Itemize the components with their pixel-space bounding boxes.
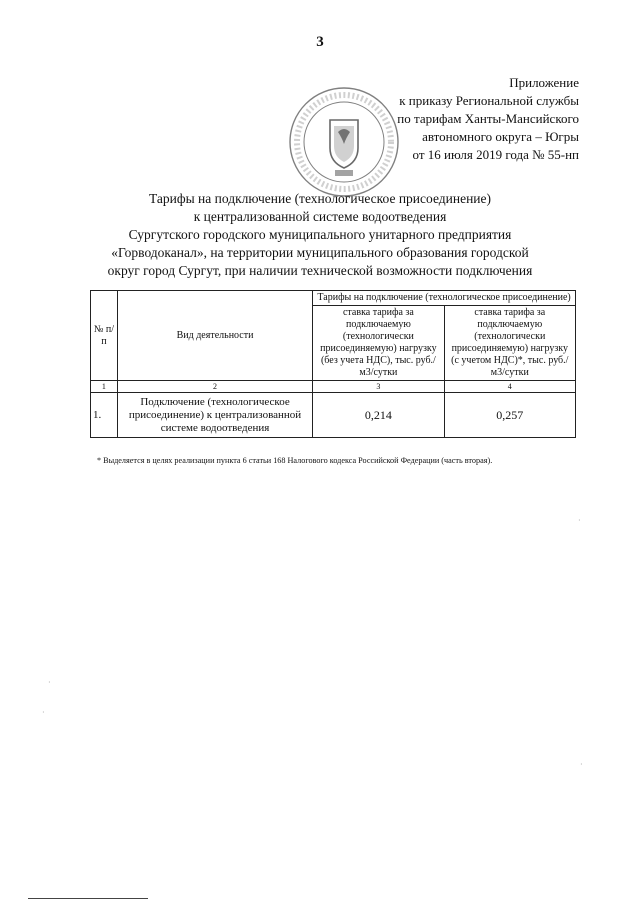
document-title	[60, 190, 580, 280]
scan-speck: ·	[48, 678, 51, 687]
title-line: к централизованной системе водоотведения	[193, 209, 447, 224]
row-rate-with-vat: 0,257	[444, 393, 575, 438]
header-rate-with-vat: ставка тарифа за подключаемую (технологически присоединяемую) нагрузку (с учетом НДС)*, тыс. руб./м3/сутки	[444, 306, 575, 381]
column-number: 2	[117, 381, 312, 393]
scan-artifact-line	[28, 898, 148, 899]
appendix-line: от 16 июля 2019 года № 55-нп	[412, 147, 579, 162]
column-number: 3	[313, 381, 444, 393]
header-activity: Вид деятельности	[117, 291, 312, 381]
title-line: округ город Сургут, при наличии технической возможности подключения	[107, 263, 533, 278]
table-row	[91, 393, 576, 438]
header-tariff-group: Тарифы на подключение (технологическое присоединение)	[313, 291, 576, 306]
row-number: 1.	[91, 393, 118, 438]
official-seal-stamp	[288, 86, 400, 198]
scan-speck: ·	[578, 516, 581, 525]
header-no: № п/п	[91, 291, 118, 381]
header-rate-without-vat: ставка тарифа за подключаемую (технологически присоединяемую) нагрузку (без учета НДС), тыс. руб./м3/сутки	[313, 306, 444, 381]
footnote: * Выделяется в целях реализации пункта 6 статьи 168 Налогового кодекса Российской Федерации (часть вторая).	[97, 456, 493, 465]
appendix-line: автономного округа – Югры	[422, 129, 579, 144]
appendix-line: Приложение	[509, 75, 579, 90]
title-line: «Горводоканал», на территории муниципального образования городской	[111, 245, 529, 260]
title-line: Сургутского городского муниципального унитарного предприятия	[128, 227, 512, 242]
column-number: 1	[91, 381, 118, 393]
row-activity: Подключение (технологическое присоединение) к централизованной системе водоотведения	[117, 393, 312, 438]
appendix-line: по тарифам Ханты-Мансийского	[397, 111, 579, 126]
scan-speck: ·	[42, 708, 45, 717]
tariff-table	[90, 290, 576, 438]
appendix-line: к приказу Региональной службы	[399, 93, 579, 108]
row-rate-without-vat: 0,214	[313, 393, 444, 438]
column-number: 4	[444, 381, 575, 393]
page-number: 3	[316, 34, 324, 50]
scan-speck: ·	[580, 760, 583, 769]
title-line: Тарифы на подключение (технологическое присоединение)	[148, 191, 491, 206]
